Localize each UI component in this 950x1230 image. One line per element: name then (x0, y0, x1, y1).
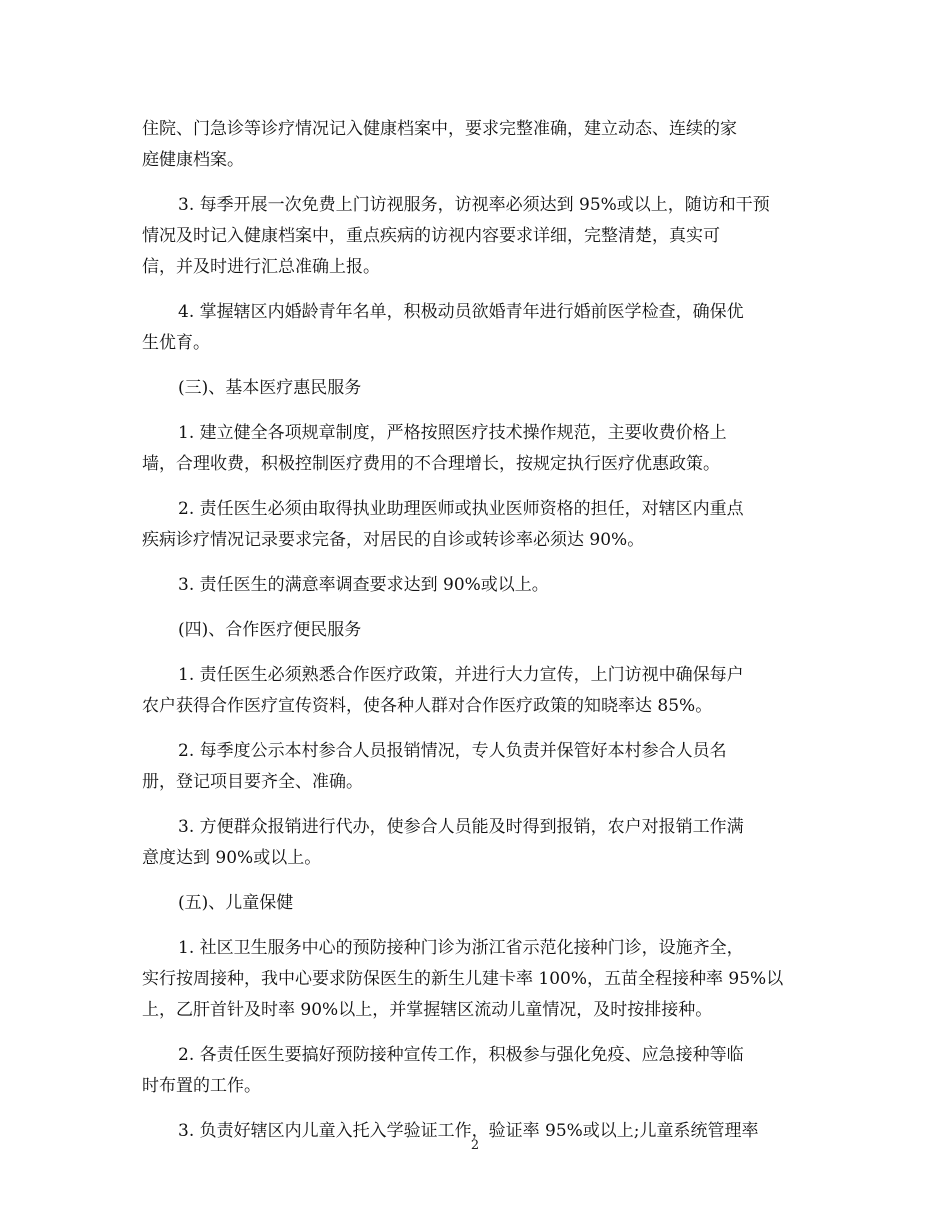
paragraph (142, 297, 808, 359)
text-line: 信，并及时进行汇总准确上报。 (142, 257, 380, 277)
text-line: (四)、合作医疗便民服务 (178, 620, 362, 640)
text-line: 册，登记项目要齐全、准确。 (142, 772, 363, 792)
text-line: 1. 社区卫生服务中心的预防接种门诊为浙江省示范化接种门诊，设施齐全， (178, 938, 744, 958)
text-line: (五)、儿童保健 (178, 893, 294, 913)
paragraph (142, 888, 808, 919)
document-body (142, 114, 808, 1147)
paragraph (142, 418, 808, 480)
text-line: 2. 每季度公示本村参合人员报销情况，专人负责并保管好本村参合人员名 (178, 741, 727, 761)
text-line: 时布置的工作。 (142, 1076, 261, 1096)
text-line: 3. 每季开展一次免费上门访视服务，访视率必须达到 95%或以上，随访和干预 (178, 195, 770, 215)
text-line: 庭健康档案。 (142, 150, 244, 170)
text-line: 意度达到 90%或以上。 (142, 848, 322, 868)
paragraph (142, 812, 808, 874)
text-line: 2. 各责任医生要搞好预防接种宣传工作，积极参与强化免疫、应急接种等临 (178, 1045, 744, 1065)
paragraph (142, 736, 808, 798)
text-line: 疾病诊疗情况记录要求完备，对居民的自诊或转诊率必须达 90%。 (142, 530, 645, 550)
text-line: 1. 责任医生必须熟悉合作医疗政策，并进行大力宣传，上门访视中确保每户 (178, 665, 744, 685)
text-line: 1. 建立健全各项规章制度，严格按照医疗技术操作规范，主要收费价格上 (178, 423, 727, 443)
text-line: 2. 责任医生必须由取得执业助理医师或执业医师资格的担任，对辖区内重点 (178, 499, 744, 519)
paragraph (142, 933, 808, 1026)
paragraph (142, 1040, 808, 1102)
text-line: 农户获得合作医疗宣传资料，使各种人群对合作医疗政策的知晓率达 85%。 (142, 696, 713, 716)
text-line: 生优育。 (142, 333, 210, 353)
text-line: 墙，合理收费，积极控制医疗费用的不合理增长，按规定执行医疗优惠政策。 (142, 454, 720, 474)
page-number: 2 (470, 1138, 480, 1153)
text-line: 4. 掌握辖区内婚龄青年名单，积极动员欲婚青年进行婚前医学检查，确保优 (178, 302, 744, 322)
paragraph (142, 570, 808, 601)
text-line: 实行按周接种，我中心要求防保医生的新生儿建卡率 100%，五苗全程接种率 95%以 (142, 969, 784, 989)
paragraph (142, 114, 808, 176)
paragraph (142, 190, 808, 283)
text-line: (三)、基本医疗惠民服务 (178, 378, 362, 398)
paragraph (142, 660, 808, 722)
text-line: 情况及时记入健康档案中，重点疾病的访视内容要求详细，完整清楚，真实可 (142, 226, 720, 246)
text-line: 上，乙肝首针及时率 90%以上，并掌握辖区流动儿童情况，及时按排接种。 (142, 1000, 713, 1020)
paragraph (142, 494, 808, 556)
paragraph (142, 615, 808, 646)
text-line: 3. 负责好辖区内儿童入托入学验证工作，验证率 95%或以上;儿童系统管理率 (178, 1121, 759, 1141)
text-line: 3. 方便群众报销进行代办，使参合人员能及时得到报销，农户对报销工作满 (178, 817, 744, 837)
text-line: 住院、门急诊等诊疗情况记入健康档案中，要求完整准确，建立动态、连续的家 (142, 119, 737, 139)
text-line: 3. 责任医生的满意率调查要求达到 90%或以上。 (178, 575, 549, 595)
paragraph (142, 373, 808, 404)
